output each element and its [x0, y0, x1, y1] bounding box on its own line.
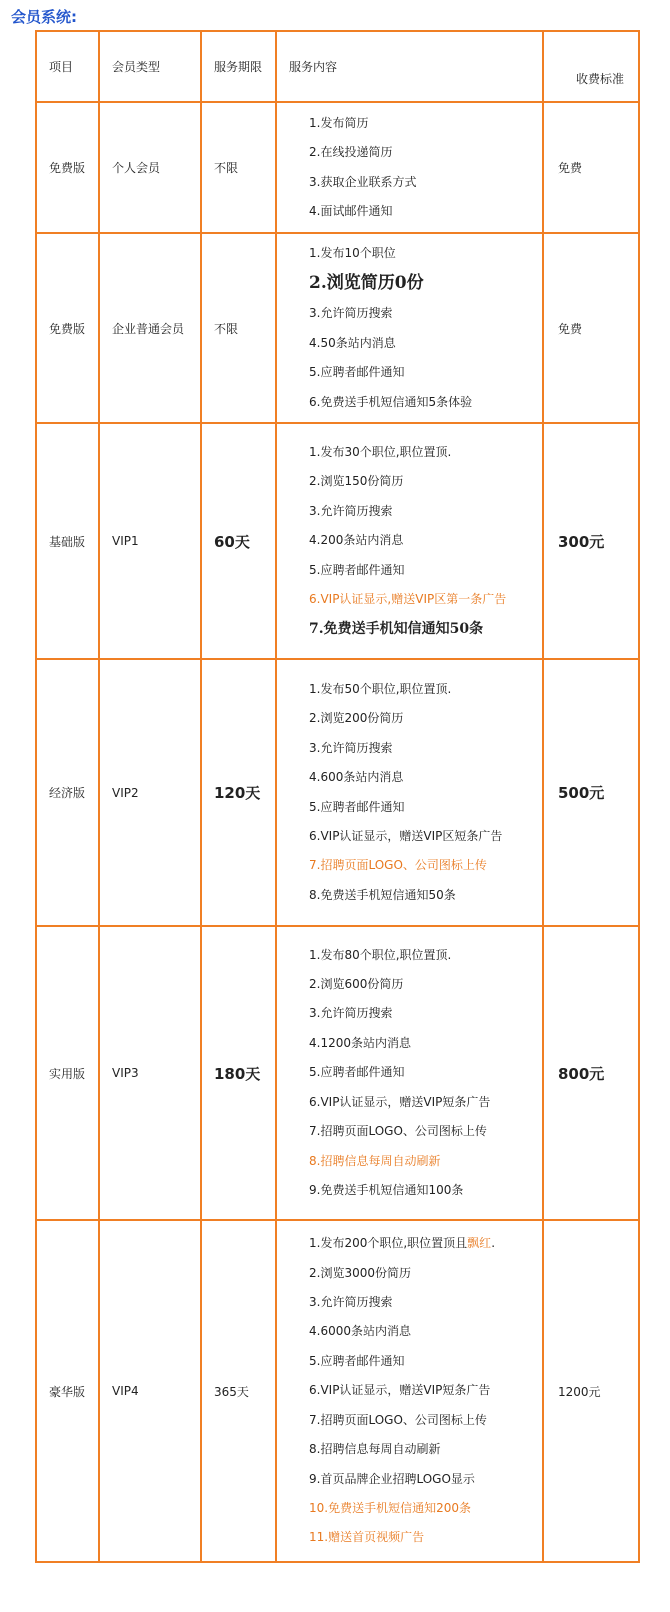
service-item: 6.VIP认证显示，赠送VIP区短条广告 — [309, 828, 503, 843]
period-cell: 不限 — [201, 233, 276, 423]
service-item-highlight: 飘红 — [467, 1236, 492, 1251]
table-row — [36, 102, 639, 233]
price-cell: 300元 — [543, 423, 639, 659]
member-type-cell: VIP1 — [99, 423, 201, 659]
period-cell: 180天 — [201, 926, 276, 1220]
service-item: 4.600条站内消息 — [309, 770, 404, 785]
service-item: 7.免费送手机知信通知50条 — [309, 620, 484, 637]
service-item: 5.应聘者邮件通知 — [309, 1353, 405, 1368]
price-cell: 500元 — [543, 659, 639, 926]
service-item: 7.招聘页面LOGO、公司图标上传 — [309, 1412, 487, 1427]
service-item: 3.允许简历搜索 — [309, 306, 393, 321]
content-cell — [276, 1220, 543, 1562]
member-type-cell: VIP2 — [99, 659, 201, 926]
service-item: 3.允许简历搜索 — [309, 503, 393, 518]
header-project: 项目 — [36, 31, 99, 102]
tier-cell: 实用版 — [36, 926, 99, 1220]
service-list — [309, 675, 542, 910]
service-item: 11.赠送首页视频广告 — [309, 1530, 425, 1545]
service-item: 3.允许简历搜索 — [309, 740, 393, 755]
table-row — [36, 1220, 639, 1562]
tier-cell: 免费版 — [36, 102, 99, 233]
tier-cell: 经济版 — [36, 659, 99, 926]
service-item: 8.免费送手机短信通知50条 — [309, 887, 456, 902]
member-type-cell: 个人会员 — [99, 102, 201, 233]
service-item: 4.50条站内消息 — [309, 335, 396, 350]
service-item: 6.免费送手机短信通知5条体验 — [309, 394, 473, 409]
membership-table — [35, 30, 640, 1563]
plan-rows — [36, 102, 639, 1562]
header-period: 服务期限 — [201, 31, 276, 102]
service-item: 2.浏览200份简历 — [309, 711, 404, 726]
service-item: 7.招聘页面LOGO、公司图标上传 — [309, 858, 487, 873]
header-member-type: 会员类型 — [99, 31, 201, 102]
table-row — [36, 233, 639, 423]
page-title: 会员系统: — [11, 8, 77, 26]
tier-cell: 免费版 — [36, 233, 99, 423]
service-list — [309, 239, 542, 417]
service-item-suffix: . — [491, 1236, 496, 1251]
service-item: 10.免费送手机短信通知200条 — [309, 1500, 471, 1515]
service-item: 1.发布30个职位,职位置顶. — [309, 445, 452, 460]
table-row — [36, 659, 639, 926]
service-item: 6.VIP认证显示,赠送VIP区第一条广告 — [309, 592, 507, 607]
content-cell — [276, 659, 543, 926]
service-item: 2.浏览600份简历 — [309, 977, 404, 992]
member-type-cell: VIP3 — [99, 926, 201, 1220]
service-item: 5.应聘者邮件通知 — [309, 562, 405, 577]
service-item: 7.招聘页面LOGO、公司图标上传 — [309, 1124, 487, 1139]
service-item: 2.浏览150份简历 — [309, 474, 404, 489]
price-cell: 免费 — [543, 233, 639, 423]
service-item: 2.在线投递简历 — [309, 145, 393, 160]
tier-cell: 基础版 — [36, 423, 99, 659]
content-cell — [276, 233, 543, 423]
service-item: 4.1200条站内消息 — [309, 1035, 411, 1050]
service-item: 3.允许简历搜索 — [309, 1295, 393, 1310]
service-list — [309, 1229, 542, 1552]
price-cell: 免费 — [543, 102, 639, 233]
service-item: 9.免费送手机短信通知100条 — [309, 1182, 464, 1197]
service-item: 4.200条站内消息 — [309, 533, 404, 548]
service-item: 4.6000条站内消息 — [309, 1324, 411, 1339]
service-item: 2.浏览简历0份 — [309, 273, 424, 294]
service-item: 8.招聘信息每周自动刷新 — [309, 1442, 441, 1457]
service-item — [309, 1229, 542, 1258]
period-cell: 120天 — [201, 659, 276, 926]
service-item: 3.获取企业联系方式 — [309, 174, 417, 189]
service-item: 8.招聘信息每周自动刷新 — [309, 1153, 441, 1168]
service-list — [309, 109, 542, 227]
period-cell: 不限 — [201, 102, 276, 233]
service-item: 6.VIP认证显示，赠送VIP短条广告 — [309, 1094, 491, 1109]
service-item: 4.面试邮件通知 — [309, 203, 393, 218]
service-item: 3.允许简历搜索 — [309, 1006, 393, 1021]
service-item: 6.VIP认证显示，赠送VIP短条广告 — [309, 1383, 491, 1398]
table-row — [36, 423, 639, 659]
header-price: 收费标准 — [543, 31, 639, 102]
service-list — [309, 438, 542, 644]
tier-cell: 豪华版 — [36, 1220, 99, 1562]
price-cell: 800元 — [543, 926, 639, 1220]
table-row — [36, 926, 639, 1220]
content-cell — [276, 102, 543, 233]
service-item: 1.发布简历 — [309, 115, 369, 130]
service-item: 1.发布80个职位,职位置顶. — [309, 947, 452, 962]
service-item: 5.应聘者邮件通知 — [309, 799, 405, 814]
service-list — [309, 941, 542, 1206]
member-type-cell: VIP4 — [99, 1220, 201, 1562]
content-cell — [276, 423, 543, 659]
header-content: 服务内容 — [276, 31, 543, 102]
service-item: 1.发布10个职位 — [309, 245, 396, 260]
member-type-cell: 企业普通会员 — [99, 233, 201, 423]
header-row — [36, 31, 639, 102]
period-cell: 365天 — [201, 1220, 276, 1562]
period-cell: 60天 — [201, 423, 276, 659]
price-cell: 1200元 — [543, 1220, 639, 1562]
service-item: 5.应聘者邮件通知 — [309, 1065, 405, 1080]
content-cell — [276, 926, 543, 1220]
service-item-text: 1.发布200个职位,职位置顶且 — [309, 1236, 468, 1251]
service-item: 2.浏览3000份简历 — [309, 1265, 411, 1280]
service-item: 1.发布50个职位,职位置顶. — [309, 681, 452, 696]
service-item: 5.应聘者邮件通知 — [309, 365, 405, 380]
service-item: 9.首页品牌企业招聘LOGO显示 — [309, 1471, 475, 1486]
